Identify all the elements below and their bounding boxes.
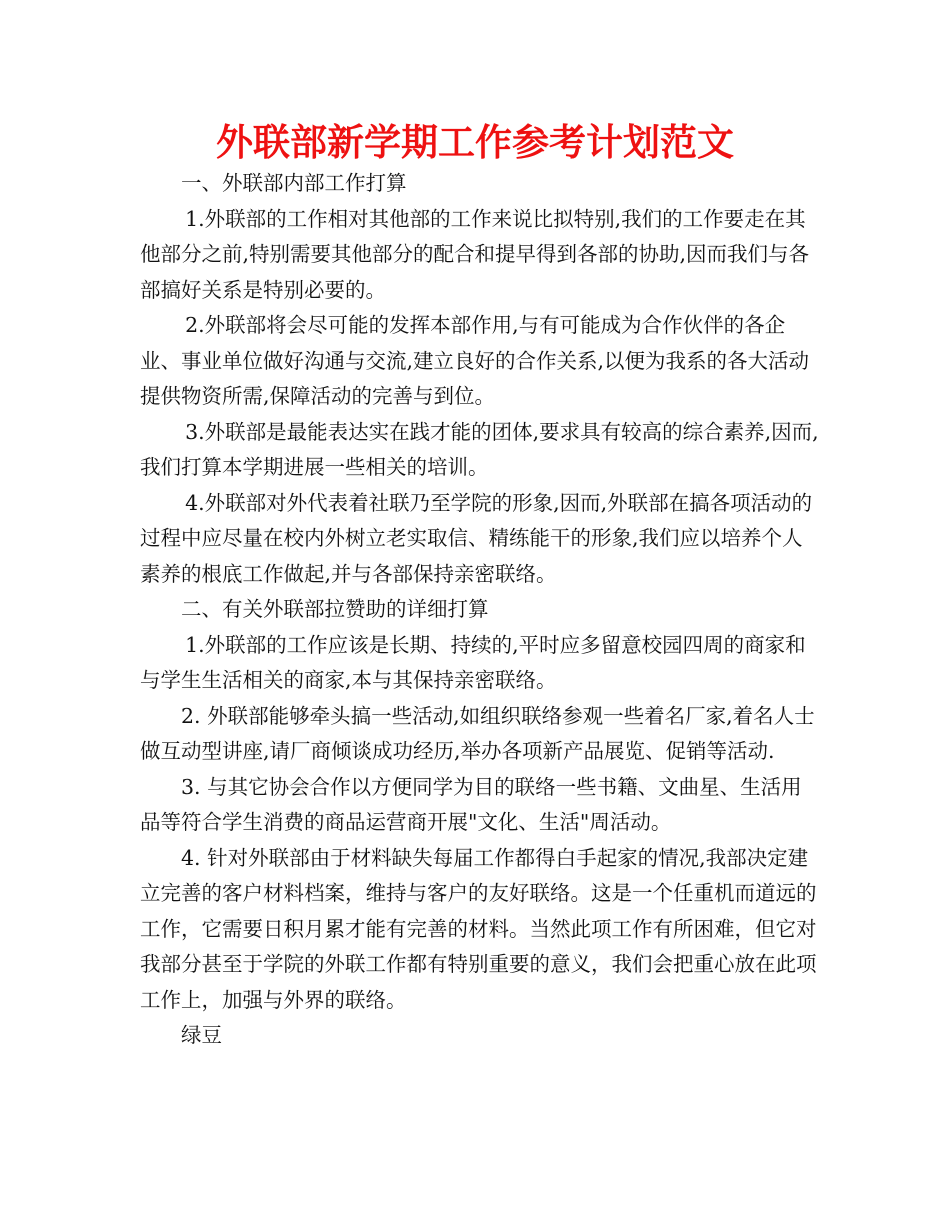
section-2-paragraph-4: 4. 针对外联部由于材料缺失每届工作都得白手起家的情况,我部决定建立完善的客户材料档案，维持与客户的友好联络。这是一个任重机而道远的工作，它需要日积月累才能有完善的材料。当然此项工作有所困难，但它对我部分甚至于学院的外联工作都有特别重要的意义，我们会把重心放在此项工作上，加强与外界的联络。 bbox=[140, 845, 817, 1012]
section-heading-1: 一、外联部内部工作打算 bbox=[181, 171, 407, 195]
section-1-paragraph-4: 4.外联部对外代表着社联乃至学院的形象,因而,外联部在搞各项活动的过程中应尽量在校内外树立老实取信、精练能干的形象,我们应以培养个人素养的根底工作做起,并与各部保持亲密联络。 bbox=[140, 490, 813, 586]
section-2-paragraph-3: 3. 与其它协会合作以方便同学为目的联络一些书籍、文曲星、生活用品等符合学生消费的商品运营商开展"文化、生活"周活动。 bbox=[140, 774, 802, 834]
section-1-paragraph-1: 1.外联部的工作相对其他部的工作来说比拟特别,我们的工作要走在其他部分之前,特别需要其他部分的配合和提早得到各部的协助,因而我们与各部搞好关系是特别必要的。 bbox=[140, 206, 810, 302]
section-2-paragraph-1: 1.外联部的工作应该是长期、持续的,平时应多留意校园四周的商家和与学生生活相关的商家,本与其保持亲密联络。 bbox=[140, 632, 806, 692]
closing-text: 绿豆 bbox=[181, 1023, 222, 1047]
section-1-paragraph-2: 2.外联部将会尽可能的发挥本部作用,与有可能成为合作伙伴的各企业、事业单位做好沟通与交流,建立良好的合作关系,以便为我系的各大活动提供物资所需,保障活动的完善与到位。 bbox=[140, 313, 810, 408]
section-2-paragraph-2: 2. 外联部能够牵头搞一些活动,如组织联络参观一些着名厂家,着名人士做互动型讲座,请厂商倾谈成功经历,举办各项新产品展览、促销等活动. bbox=[140, 703, 815, 763]
section-heading-2: 二、有关外联部拉赞助的详细打算 bbox=[181, 597, 489, 621]
document-title: 外联部新学期工作参考计划范文 bbox=[216, 121, 734, 164]
document-body bbox=[140, 166, 820, 1054]
section-1-paragraph-3: 3.外联部是最能表达实在践才能的团体,要求具有较高的综合素养,因而,我们打算本学期进展一些相关的培训。 bbox=[140, 419, 819, 479]
